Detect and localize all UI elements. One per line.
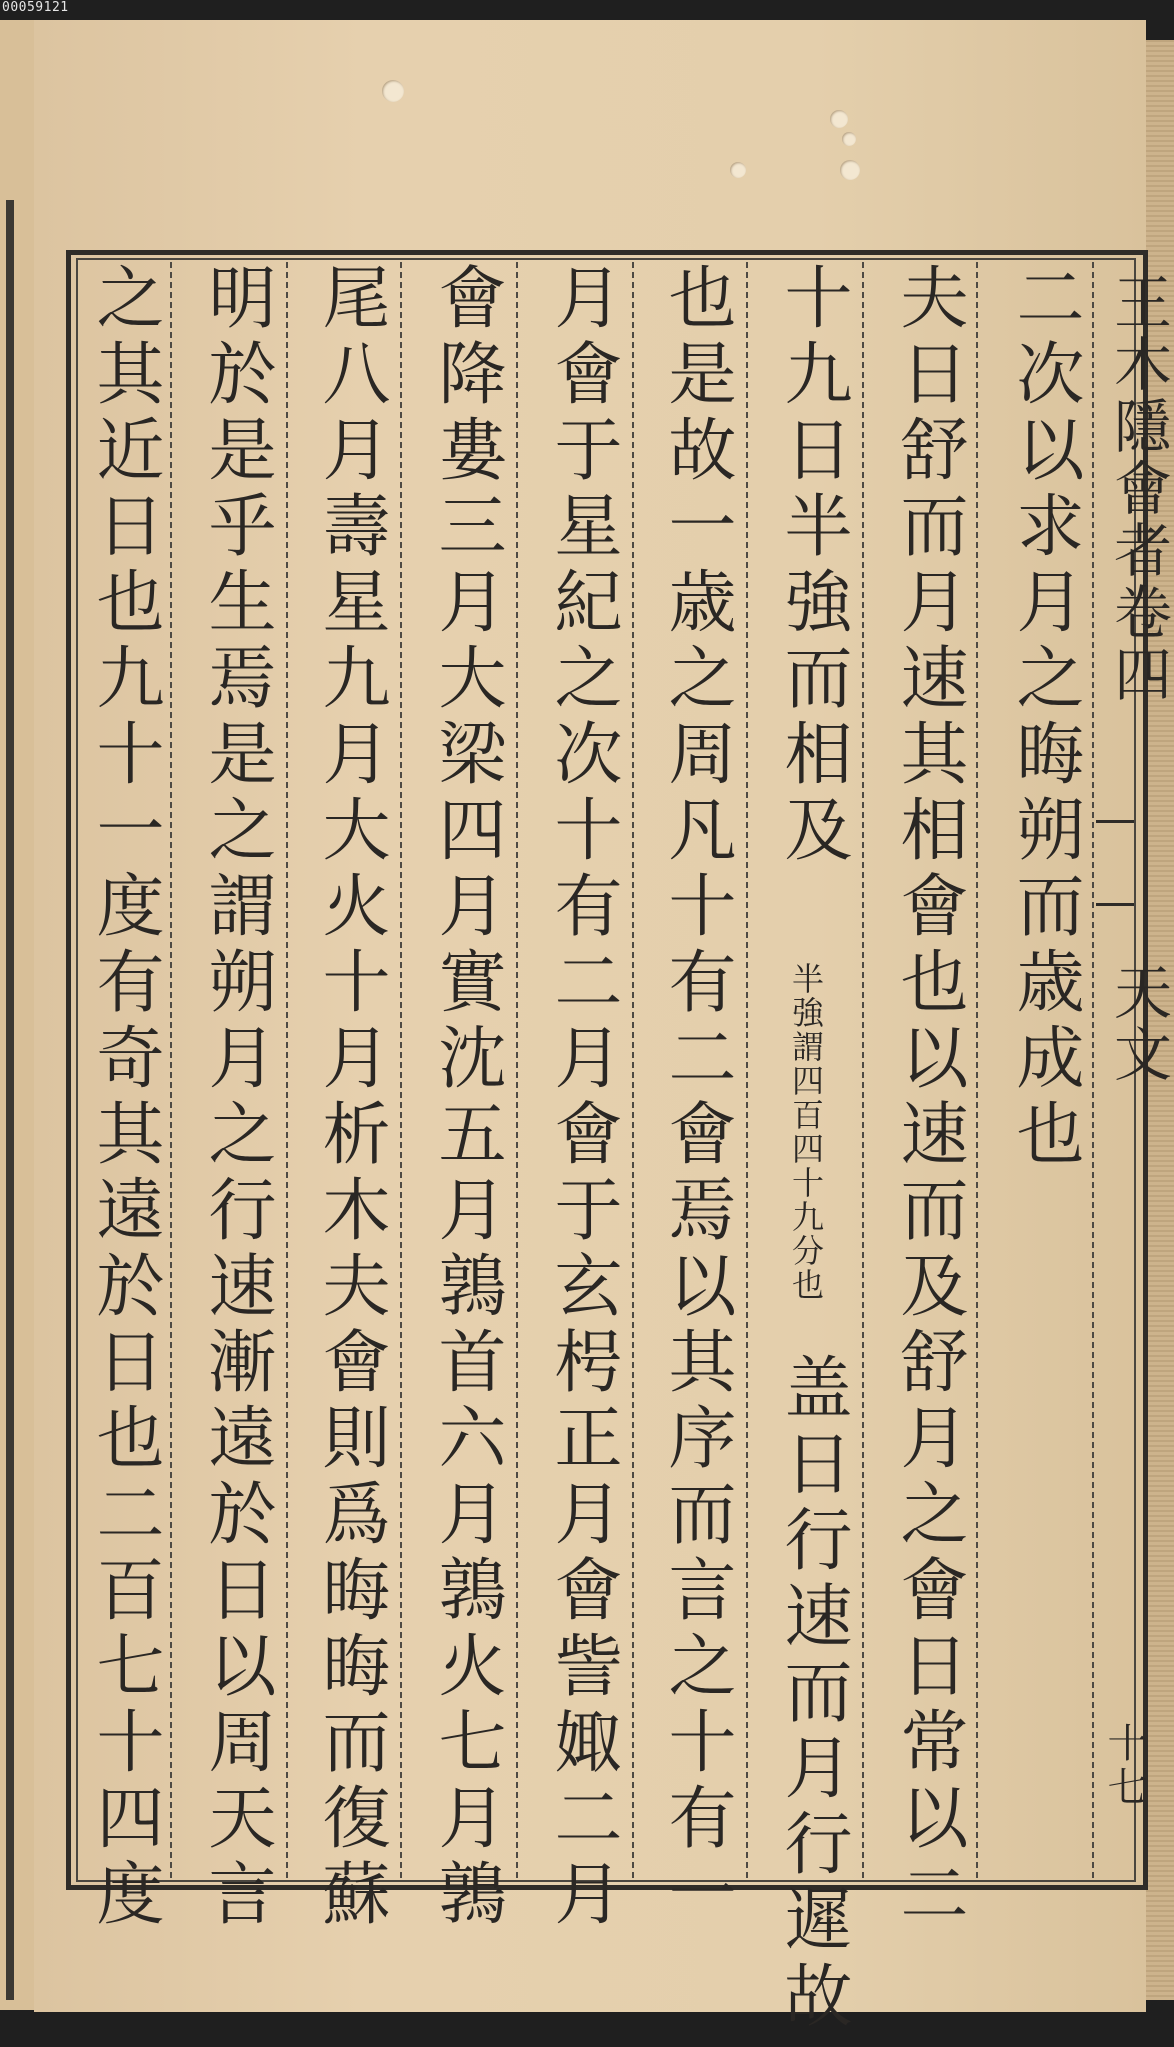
scan-id-label: 00059121 [2, 0, 69, 15]
text-column: 二次以求月之晦朔而歳成也 [1005, 262, 1084, 1174]
worm-hole [382, 80, 404, 102]
column-rule [976, 262, 978, 1878]
interlinear-note: 半強謂四百四十九分也 [787, 962, 825, 1302]
worm-hole [842, 132, 856, 146]
text-column: 會降婁三月大梁四月實沈五月鶉首六月鶉火七月鶉 [427, 262, 506, 1934]
section-title: 天文 [1104, 962, 1172, 1086]
text-column: 月會于星紀之次十有二月會于玄枵正月會訾娵二月 [543, 262, 622, 1934]
folio-number: 十七 [1101, 1722, 1147, 1810]
worm-hole [830, 110, 848, 128]
text-column: 明於是乎生焉是之謂朔月之行速漸遠於日以周天言 [197, 262, 276, 1934]
worm-hole [730, 162, 746, 178]
column-rule [746, 262, 748, 1878]
fish-tail-mark [1096, 820, 1134, 906]
column-rule [516, 262, 518, 1878]
column-rule [400, 262, 402, 1878]
column-rule [632, 262, 634, 1878]
column-rule [286, 262, 288, 1878]
book-title: 王木隱會者卷四 [1104, 272, 1172, 706]
text-column: 尾八月壽星九月大火十月析木夫會則爲晦晦而復蘇 [311, 262, 390, 1934]
text-segment: 盖日行速而月行遲故 [773, 1352, 852, 2036]
text-segment: 十九日半強而相及 [773, 262, 852, 870]
center-gutter [1092, 262, 1172, 1878]
text-column: 也是故一歳之周凡十有二會焉以其序而言之十有一 [657, 262, 736, 1934]
text-column: 之其近日也九十一度有奇其遠於日也二百七十四度 [85, 262, 164, 1934]
column-rule [170, 262, 172, 1878]
text-column-annotated [766, 262, 878, 2036]
worm-hole [840, 160, 860, 180]
previous-page-edge [0, 20, 36, 2010]
text-column: 夫日舒而月速其相會也以速而及舒月之會日常以二 [889, 262, 968, 1934]
